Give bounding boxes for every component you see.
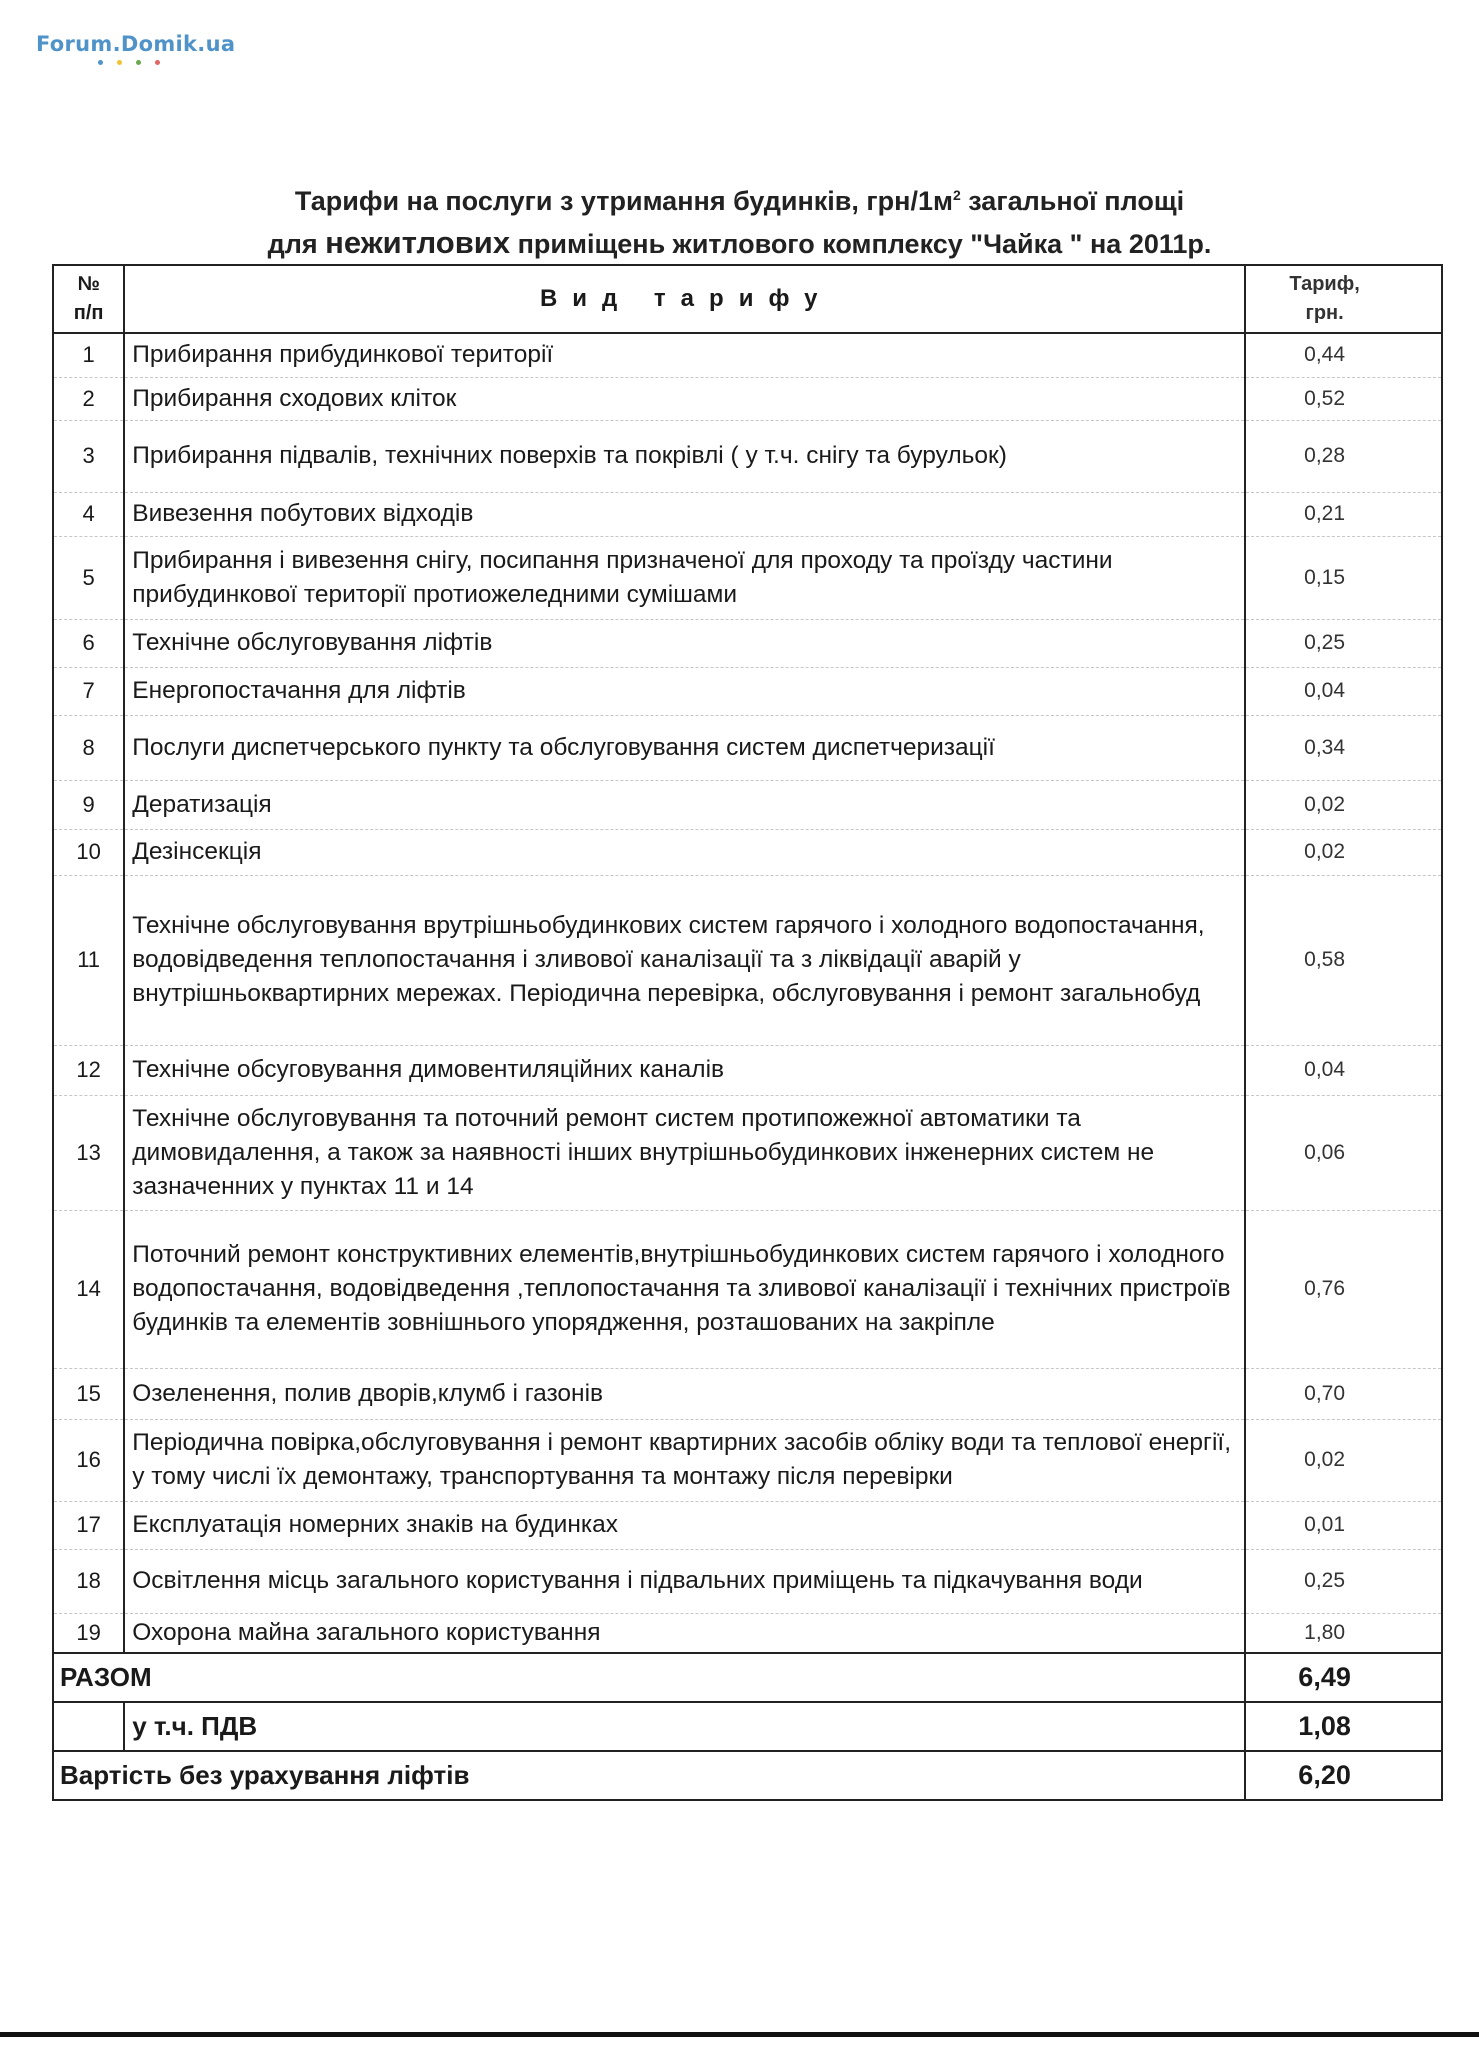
- title-line2-pre: для: [267, 229, 326, 259]
- title-line2-post: приміщень житлового комплексу "Чайка " на 2011р.: [510, 229, 1212, 259]
- table-row: [53, 1501, 1442, 1549]
- title-emphasis: нежитлових: [325, 225, 511, 260]
- document-title-line1: [0, 186, 1479, 217]
- table-row: [53, 1095, 1442, 1210]
- row-tariff-value: 0,25: [1245, 1549, 1442, 1613]
- row-number: 12: [53, 1045, 124, 1095]
- tariff-table: [52, 264, 1443, 1801]
- row-tariff-value: 0,76: [1245, 1210, 1442, 1368]
- row-tariff-value: 0,21: [1245, 492, 1442, 536]
- table-row: [53, 1613, 1442, 1653]
- row-tariff-value: 0,02: [1245, 780, 1442, 829]
- row-number: 8: [53, 715, 124, 780]
- row-description: Технічне обслуговування ліфтів: [124, 619, 1245, 667]
- row-number: 6: [53, 619, 124, 667]
- table-row: [53, 420, 1442, 492]
- header-tariff: [1245, 265, 1442, 333]
- row-number: 15: [53, 1368, 124, 1419]
- vat-blank-cell: [53, 1702, 124, 1751]
- row-number: 2: [53, 377, 124, 420]
- table-row: [53, 1368, 1442, 1419]
- row-number: 3: [53, 420, 124, 492]
- row-description: Вивезення побутових відходів: [124, 492, 1245, 536]
- row-tariff-value: 0,52: [1245, 377, 1442, 420]
- nolift-label: Вартість без урахування ліфтів: [53, 1751, 1245, 1800]
- watermark-logo: [36, 32, 235, 56]
- table-row: [53, 829, 1442, 875]
- table-row: [53, 667, 1442, 715]
- header-description: Вид тарифу: [124, 265, 1245, 333]
- row-description: Прибирання і вивезення снігу, посипання призначеної для проходу та проїзду частини прибудинкової території протиожеледними сумішами: [124, 536, 1245, 619]
- watermark-dot: [155, 60, 160, 65]
- row-tariff-value: 0,25: [1245, 619, 1442, 667]
- header-tariff-line1: Тариф,: [1289, 273, 1360, 295]
- row-description: Послуги диспетчерського пункту та обслуговування систем диспетчеризації: [124, 715, 1245, 780]
- row-description: Енергопостачання для ліфтів: [124, 667, 1245, 715]
- row-description: Освітлення місць загального користування і підвальних приміщень та підкачування води: [124, 1549, 1245, 1613]
- row-tariff-value: 0,70: [1245, 1368, 1442, 1419]
- row-tariff-value: 0,04: [1245, 1045, 1442, 1095]
- row-description: Технічне обслуговування врутрішньобудинкових систем гарячого і холодного водопостачання, водовідведення теплопостачання і зливової каналізації та з ліквідації аварій у внутрішньоквартирних мережах. Періодична перевірка, обслуговування і ремонт загальнобуд: [124, 875, 1245, 1045]
- row-description: Дезінсекція: [124, 829, 1245, 875]
- row-number: 16: [53, 1419, 124, 1501]
- header-number: [53, 265, 124, 333]
- row-description: Технічне обслуговування та поточний ремонт систем протипожежної автоматики та димовидалення, а також за наявності інших внутрішньобудинкових інженерних систем не зазначенних у пунктах 11 и 14: [124, 1095, 1245, 1210]
- table-row: [53, 1045, 1442, 1095]
- row-number: 19: [53, 1613, 124, 1653]
- page-bottom-rule: [0, 2032, 1479, 2037]
- row-tariff-value: 0,06: [1245, 1095, 1442, 1210]
- row-tariff-value: 0,28: [1245, 420, 1442, 492]
- row-tariff-value: 0,34: [1245, 715, 1442, 780]
- title-line1-text: Тарифи на послуги з утримання будинків, грн/1м: [294, 186, 953, 216]
- row-number: 9: [53, 780, 124, 829]
- table-row: [53, 1419, 1442, 1501]
- table-header-row: [53, 265, 1442, 333]
- header-tariff-line2: грн.: [1305, 302, 1344, 324]
- title-superscript: 2: [952, 187, 961, 203]
- vat-label: у т.ч. ПДВ: [124, 1702, 1245, 1751]
- row-tariff-value: 0,04: [1245, 667, 1442, 715]
- nolift-row: [53, 1751, 1442, 1800]
- row-number: 14: [53, 1210, 124, 1368]
- row-description: Технічне обсуговування димовентиляційних каналів: [124, 1045, 1245, 1095]
- row-tariff-value: 1,80: [1245, 1613, 1442, 1653]
- row-number: 5: [53, 536, 124, 619]
- row-description: Охорона майна загального користування: [124, 1613, 1245, 1653]
- row-description: Періодична повірка,обслуговування і ремонт квартирних засобів обліку води та теплової енергії, у тому числі їх демонтажу, транспортування та монтажу після перевірки: [124, 1419, 1245, 1501]
- total-value: 6,49: [1245, 1653, 1442, 1702]
- row-tariff-value: 0,02: [1245, 829, 1442, 875]
- table-row: [53, 875, 1442, 1045]
- table-row: [53, 780, 1442, 829]
- header-number-line2: п/п: [73, 302, 104, 324]
- watermark-text: Forum.Domik.ua: [36, 32, 236, 56]
- table-row: [53, 1549, 1442, 1613]
- row-number: 7: [53, 667, 124, 715]
- table-row: [53, 715, 1442, 780]
- row-tariff-value: 0,44: [1245, 333, 1442, 377]
- row-tariff-value: 0,01: [1245, 1501, 1442, 1549]
- row-description: Дератизація: [124, 780, 1245, 829]
- title-line1-end: загальної площі: [960, 186, 1185, 216]
- watermark-dot: [98, 60, 103, 65]
- row-number: 10: [53, 829, 124, 875]
- row-description: Прибирання сходових кліток: [124, 377, 1245, 420]
- vat-value: 1,08: [1245, 1702, 1442, 1751]
- table-row: [53, 377, 1442, 420]
- watermark-dot: [136, 60, 141, 65]
- document-title-line2: [0, 225, 1479, 261]
- row-number: 13: [53, 1095, 124, 1210]
- row-description: Поточний ремонт конструктивних елементів,внутрішньобудинкових систем гарячого і холодного водопостачання, водовідведення ,теплопостачання та зливової каналізації і технічних пристроїв будинків та елементів зовнішнього упорядження, розташованих на закріпле: [124, 1210, 1245, 1368]
- row-description: Прибирання прибудинкової території: [124, 333, 1245, 377]
- total-row: [53, 1653, 1442, 1702]
- total-label: РАЗОМ: [53, 1653, 1245, 1702]
- watermark-dots: [98, 60, 160, 65]
- table-row: [53, 536, 1442, 619]
- row-tariff-value: 0,15: [1245, 536, 1442, 619]
- row-number: 18: [53, 1549, 124, 1613]
- row-description: Прибирання підвалів, технічних поверхів та покрівлі ( у т.ч. снігу та бурульок): [124, 420, 1245, 492]
- row-description: Озеленення, полив дворів,клумб і газонів: [124, 1368, 1245, 1419]
- row-tariff-value: 0,02: [1245, 1419, 1442, 1501]
- row-number: 4: [53, 492, 124, 536]
- table-row: [53, 1210, 1442, 1368]
- vat-row: [53, 1702, 1442, 1751]
- nolift-value: 6,20: [1245, 1751, 1442, 1800]
- table-row: [53, 333, 1442, 377]
- row-number: 11: [53, 875, 124, 1045]
- row-number: 17: [53, 1501, 124, 1549]
- watermark-dot: [117, 60, 122, 65]
- row-tariff-value: 0,58: [1245, 875, 1442, 1045]
- header-number-line1: №: [77, 273, 100, 295]
- row-number: 1: [53, 333, 124, 377]
- row-description: Експлуатація номерних знаків на будинках: [124, 1501, 1245, 1549]
- table-row: [53, 492, 1442, 536]
- table-row: [53, 619, 1442, 667]
